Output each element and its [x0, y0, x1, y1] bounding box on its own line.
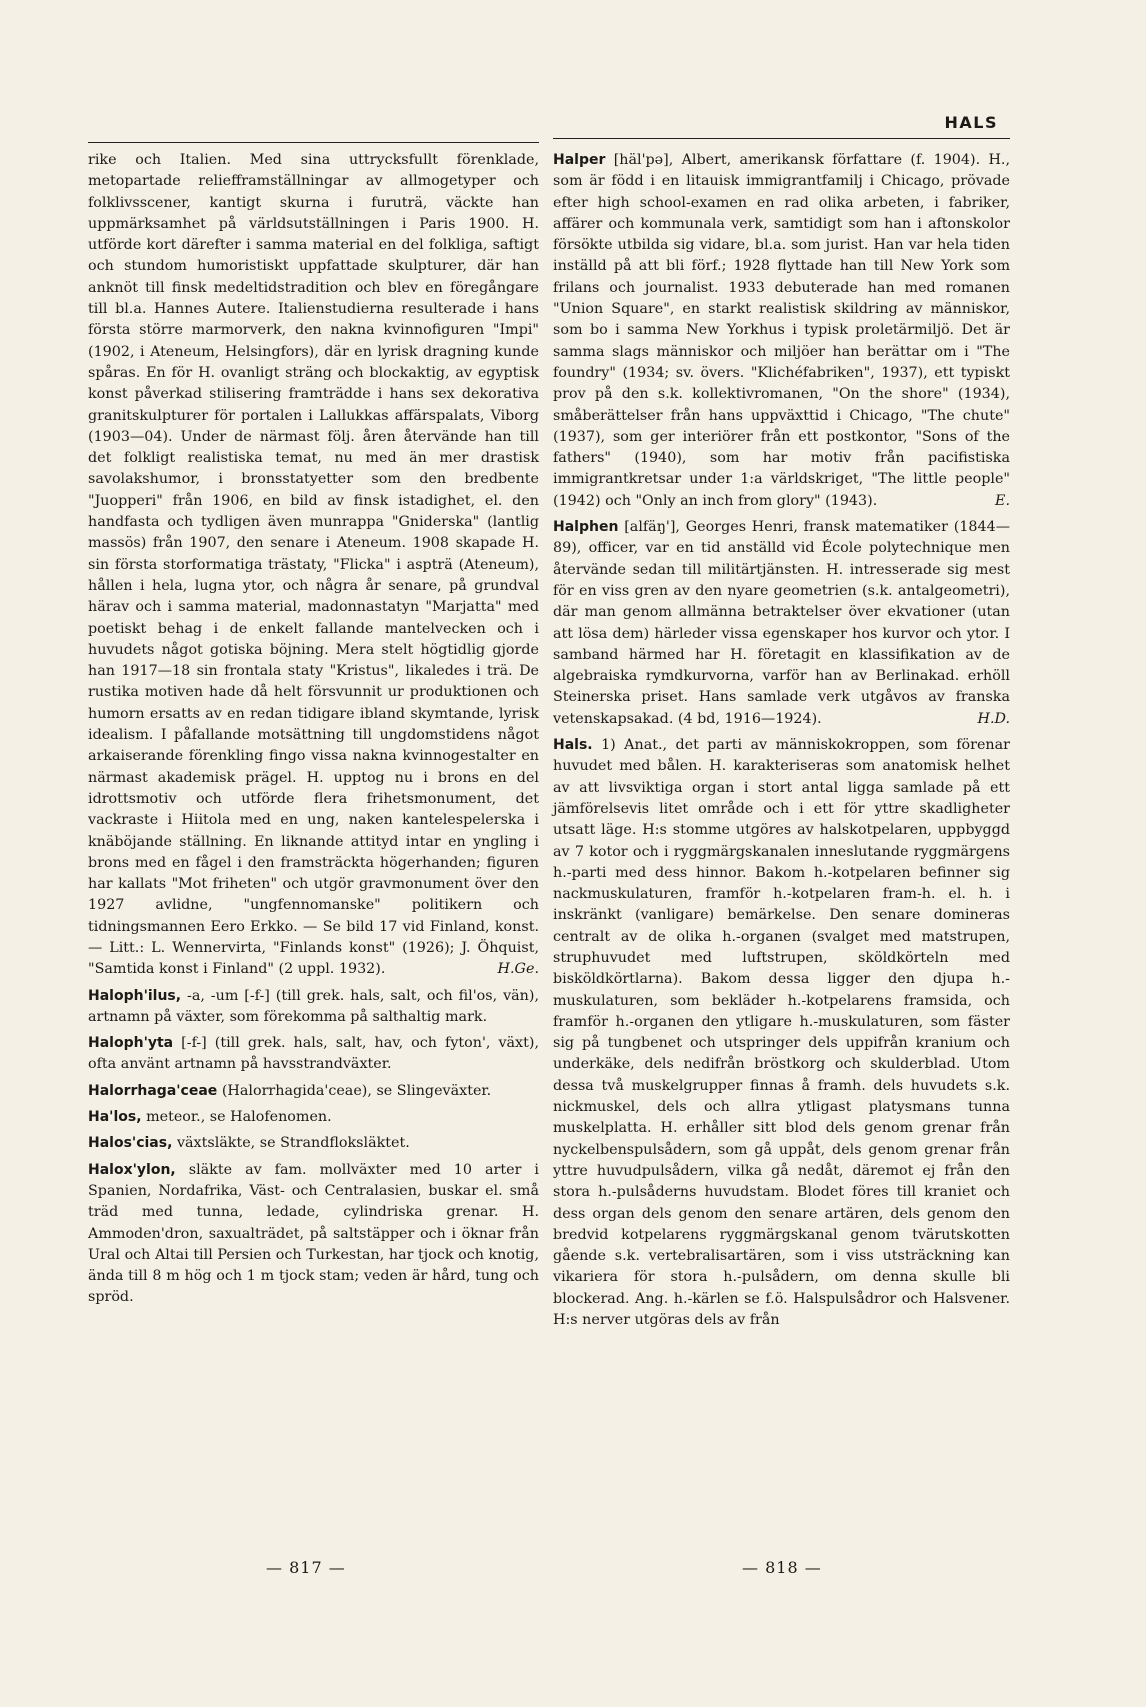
headword: Haloph'yta [88, 1035, 174, 1052]
author-signature: E. [995, 492, 1010, 509]
entry-hals [553, 735, 1010, 1331]
headword: Hals. [553, 737, 593, 754]
header-rule-left [88, 142, 539, 143]
entry-text: [häl'pə], Albert, amerikansk författare (f. 1904). H., som är född i en litauisk immigrantfamilj i Chicago, prövade efter high school-examen en rad olika arbeten, i fabriker, affärer och kommunala verk, samtidigt som han i aftonskolor försökte utbilda sig vidare, bl.a. som jurist. Han var hela tiden inställd på att bli förf.; 1928 flyttade han till New York som frilans och journalist. 1933 debuterade han med romanen "Union Square", en starkt realistisk skildring av människor, som bo i samma New Yorkhus i typisk proletärmiljö. Det är samma slags människor och miljöer han berättar om i "The foundry" (1934; sv. övers. "Klichéfabriken", 1937), ett typiskt prov på den s.k. kollektivromanen, "On the shore" (1934), småberättelser från hans uppväxttid i Chicago, "The chute" (1937), som ger interiörer från ett postkontor, "Sons of the fathers" (1940), som har motiv från pacifistiska immigrantkretsar under 1:a världskriget, "The little people" (1942) och "Only an inch from glory" (1943). [553, 152, 1010, 509]
entry-text: -a, -um [-f-] (till grek. hals, salt, och fil'os, vän), artnamn på växter, som förekomma på salthaltig mark. [88, 987, 539, 1025]
header-rule-right [553, 138, 1010, 139]
author-signature: H.D. [977, 710, 1010, 727]
author-signature: H.Ge. [497, 961, 539, 978]
headword: Ha'los, [88, 1109, 142, 1126]
running-head: HALS [944, 113, 998, 132]
entry-halophyta [88, 1033, 539, 1076]
continuation-paragraph [88, 150, 539, 981]
entry-halphen [553, 517, 1010, 730]
entry-text: (Halorrhagida'ceae), se Slingeväxter. [221, 1082, 492, 1099]
entry-halper [553, 150, 1010, 512]
headword: Halper [553, 152, 606, 168]
headword: Halox'ylon, [88, 1161, 176, 1178]
headword: Halphen [553, 519, 619, 536]
entry-text: meteor., se Halofenomen. [146, 1109, 332, 1126]
entry-text: släkte av fam. mollväxter med 10 arter i Spanien, Nordafrika, Väst- och Centralasien, buskar el. små träd med tunna, ledade, cylindriska grenar. H. Ammoden'dron, saxualträdet, på saltstäpper och i öknar från Ural och Altai till Persien och Turkestan, har tjock och knotig, ända till 8 m hög och 1 m tjock stam; veden är hård, tung och spröd. [88, 1161, 539, 1306]
entry-halorrhagaceae [88, 1081, 539, 1102]
right-column [553, 150, 1010, 1331]
entry-text: 1) Anat., det parti av människokroppen, som förenar huvudet med bålen. H. karakteriseras som anatomisk helhet av att livsviktiga organ i stort antal ligga samlade på ett jämförelsevis litet område och i ett för yttre skadligheter utsatt läge. H:s stomme utgöres av halskotpelaren, uppbyggd av 7 kotor och i ryggmärgskanalen inneslutande ryggmärgens h.-parti med dess hinnor. Bakom h.-kotpelaren befinner sig nackmuskulaturen, framför h.-kotpelaren fram-h. el. h. i inskränkt (vanligare) bemärkelse. Den senare domineras centralt av de olika h.-organen (svalget med matstrupen, struphuvudet med luftstrupen, sköldkörteln med bisköldkörtlarna). Bakom dessa ligger den djupa h.-muskulaturen, som bekläder h.-kotpelarens framsida, och framför h.-organen den ytligare h.-muskulaturen, som fäster sig på tungbenet och utspringer dels uppifrån kranium och underkäke, dels nedifrån bröstkorg och skulderblad. Utom dessa två muskelgrupper finnas å framh. dels huvudets s.k. nickmuskel, dels och allra ytligast platysmans tunna muskelplatta. H. erhåller sitt blod dels genom grenar från nyckelbenspulsådern, som gå uppåt, dels genom grenar från yttre huvudpulsådern, vilka gå nedåt, däremot ej från den stora h.-pulsåderns huvudstam. Blodet föres till kraniet och dess organ dels genom den senare artären, dels genom den bredvid kotpelarens ryggmärgskanal genom tvärutskotten gående s.k. vertebralisartären, som i viss utsträckning kan vikariera för stora h.-pulsådern, om denna skulle bli blockerad. Ang. h.-kärlen se f.ö. Halspulsådror och Halsvener. H:s nerver utgöras dels av från [553, 737, 1010, 1329]
entry-text: [-f-] (till grek. hals, salt, hav, och fyton', växt), ofta använt artnamn på havsstrandväxter. [88, 1035, 539, 1073]
left-column [88, 150, 539, 1309]
entry-text: [alfäŋ'], Georges Henri, fransk matematiker (1844—89), officer, var en tid anställd vid École polytechnique men återvände sedan till militärtjänsten. H. intresserade sig mest för en viss gren av den nyare geometrien (s.k. antalgeometri), där man genom allmänna betraktelser över ekvationer (utan att lösa dem) härleder vissa egenskaper hos kurvor och ytor. I samband härmed har H. företagit en klassifikation av de algebraiska rymdkurvorna, varför han av Berlinakad. erhöll Steinerska priset. Hans samlade verk utgåvos av franska vetenskapsakad. (4 bd, 1916—1924). [553, 519, 1011, 727]
entry-text: växtsläkte, se Strandfloksläktet. [176, 1135, 410, 1152]
entry-halophilus [88, 986, 539, 1029]
page-number-left: — 817 — [266, 1558, 346, 1577]
headword: Halos'cias, [88, 1135, 173, 1152]
page-number-right: — 818 — [742, 1558, 822, 1577]
entry-halos [88, 1107, 539, 1128]
headword: Halorrhaga'ceae [88, 1082, 218, 1099]
paragraph-text: rike och Italien. Med sina uttrycksfullt förenklade, metopartade reliefframställningar av allmogetyper och folklivsscener, kantigt skurna i furuträ, väckte han uppmärksamhet på världsutställningen i Paris 1900. H. utförde kort därefter i samma material en del folkliga, saftigt och stundom humoristiskt uppfattade skulpturer, där han anknöt till finsk medeltidstradition och blev en föregångare till bl.a. Hannes Autere. Italienstudierna resulterade i hans första större marmorverk, den nakna kvinnofiguren "Impi" (1902, i Ateneum, Helsingfors), där en lyrisk dragning kunde spåras. En för H. ovanligt sträng och blockaktig, av egyptisk konst påverkad stilisering framträdde i hans sex dekorativa granitskulpturer för portalen i Lallukkas affärspalats, Viborg (1903—04). Under de närmast följ. åren återvände han till det folkligt realistiska temat, nu med än mer drastisk savolakshumor, i bronsstatyetter som den bredbente "Juopperi" från 1906, en bild av finsk istadighet, el. den handfasta och tydligen även munrappa "Gniderska" (lantlig massös) från 1907, den senare i Ateneum. 1908 skapade H. sin första storformatiga trästaty, "Flicka" i aspträ (Ateneum), hållen i hela, lugna ytor, och några år senare, på grundval härav och i samma material, madonnastatyn "Marjatta" med poetiskt behag i de enkelt fallande mantelvecken och i huvudets något gotiska böjning. Mera stelt högtidlig gjorde han 1917—18 sin frontala staty "Kristus", likaledes i trä. De rustika motiven hade då helt försvunnit ur produktionen och humorn ersatts av en redan tidigare ibland skymtande, lyrisk idealism. I påfallande motsättning till ungdomstidens något arkaiserande förenkling fingo vissa nakna kvinnogestalter en närmast akademisk prägel. H. upptog nu i brons en del idrottsmotiv och utförde flera frihetsmonument, det vackraste i Hiitola med en ung, naken kantelespelerska i knäböjande ställning. En liknande attityd intar en yngling i brons med en fågel i den framsträckta högerhanden; figuren har kallats "Mot friheten" och utgör gravmonument över den 1927 avlidne, "ungfennomanske" politikern och tidningsmannen Eero Erkko. — Se bild 17 vid Finland, konst. — Litt.: L. Wennervirta, "Finlands konst" (1926); J. Öhquist, "Samtida konst i Finland" (2 uppl. 1932). [88, 152, 539, 978]
entry-haloscias [88, 1133, 539, 1154]
headword: Haloph'ilus, [88, 987, 182, 1004]
entry-haloxylon [88, 1160, 539, 1309]
